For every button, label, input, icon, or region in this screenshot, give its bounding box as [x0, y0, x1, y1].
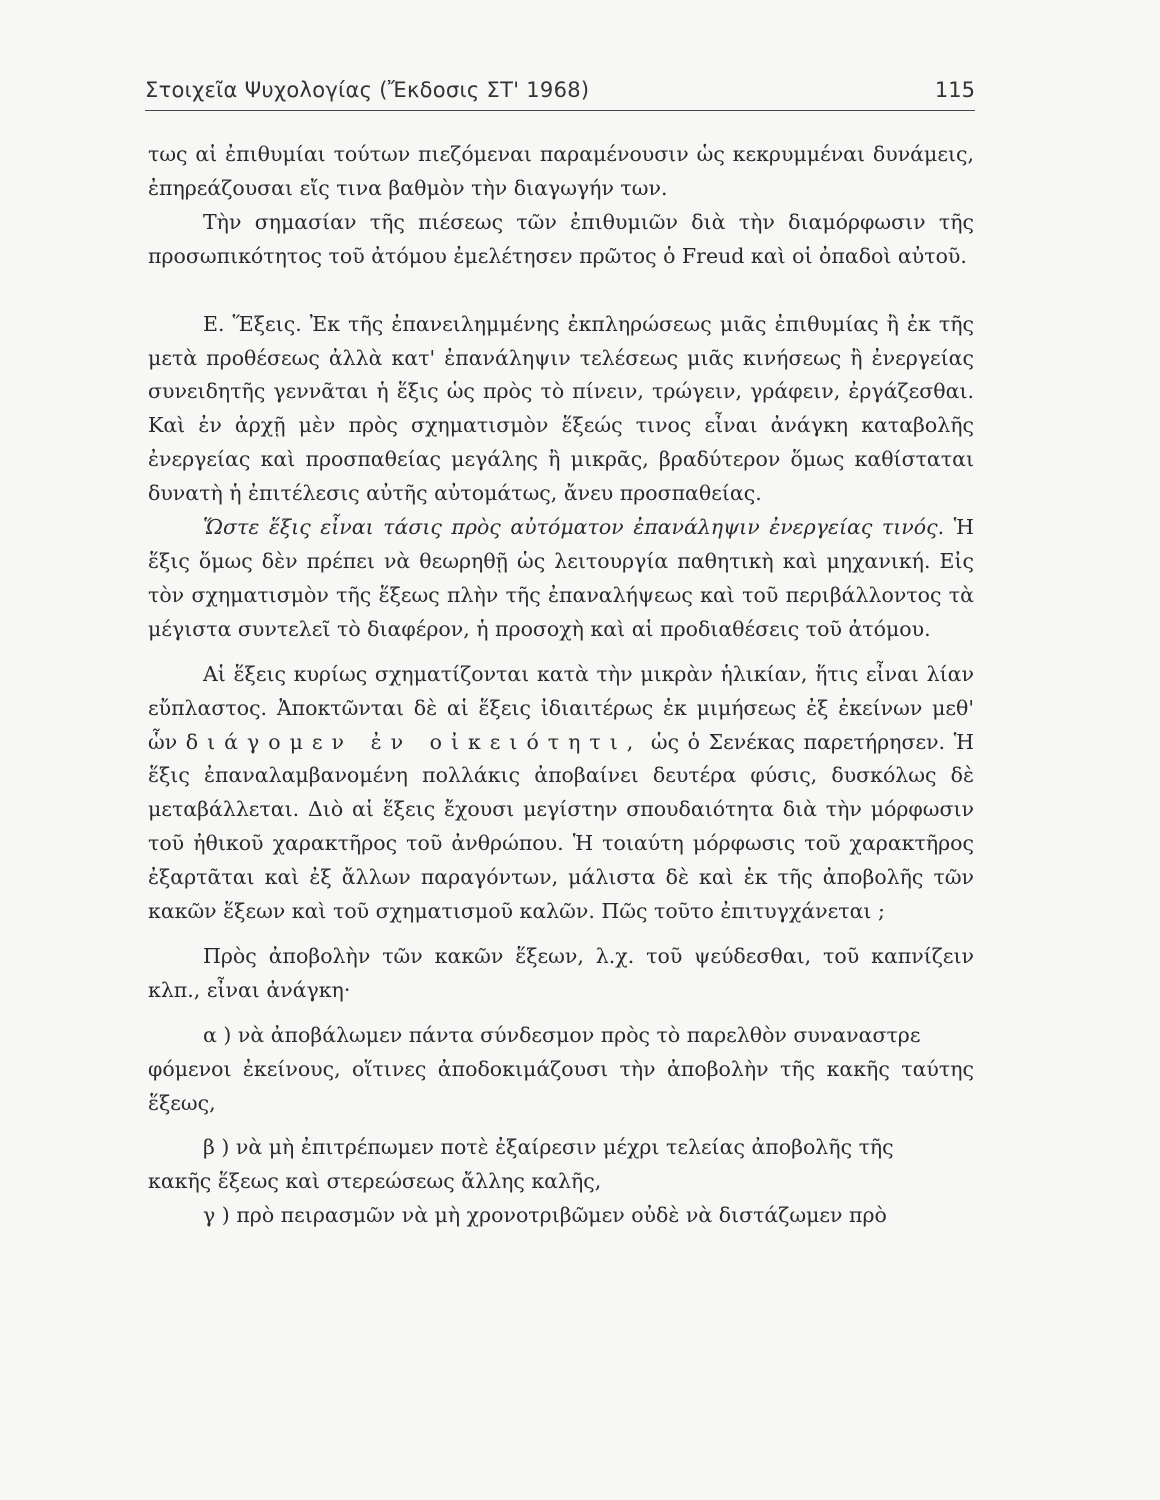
list-item	[148, 1199, 974, 1233]
header-title: Στοιχεῖα Ψυχολογίας (Ἔκδοσις ΣΤ' 1968)	[145, 78, 590, 102]
habit-formation-text-a: Αἱ ἕξεις κυρίως σχηματίζονται κατὰ τὴν μικρὰν ἡλικίαν, ἥτις εἶναι λίαν εὔπλαστος. Ἀποκτῶνται δὲ αἱ ἕξεις ἰδιαιτέρως ἐκ μιμήσεως ἐξ ἐκείνων μεθ' ὧν	[148, 661, 974, 754]
list-marker: γ )	[203, 1203, 230, 1228]
paragraph-spacer	[148, 647, 974, 658]
list-item-text: νὰ μὴ ἐπιτρέπωμεν ποτὲ ἐξαίρεσιν μέχρι τελείας ἀποβολῆς τῆς	[235, 1135, 894, 1160]
list-marker: α )	[203, 1022, 232, 1047]
paragraph-removal-intro: Πρὸς ἀποβολὴν τῶν κακῶν ἕξεων, λ.χ. τοῦ ψεύδεσθαι, τοῦ καπνίζειν κλπ., εἶναι ἀνάγκη·	[148, 943, 974, 1002]
habit-definition-italic: Ὥστε ἕξις εἶναι τάσις πρὸς αὐτόματον ἐπανάληψιν ἐνεργείας τινός.	[203, 515, 945, 540]
section-spacer	[148, 274, 974, 308]
page-number: 115	[934, 78, 975, 102]
paragraph-spacer	[148, 1120, 974, 1131]
paragraph-spacer	[148, 929, 974, 940]
list-item-first-line	[148, 1199, 974, 1233]
list-item-first-line	[148, 1019, 974, 1053]
list-marker: β )	[203, 1135, 230, 1160]
list-item-first-line	[148, 1131, 974, 1165]
list-item-continuation: φόμενοι ἐκείνους, οἵτινες ἀποδοκιμάζουσι τὴν ἀποβολὴν τῆς κακῆς ταύτης ἕξεως,	[148, 1056, 974, 1115]
paragraph-spacer	[148, 1008, 974, 1019]
paragraph-freud: Τὴν σημασίαν τῆς πιέσεως τῶν ἐπιθυμιῶν διὰ τὴν διαμόρφωσιν τῆς προσωπικότητος τοῦ ἀτόμου ἐμελέτησεν πρῶτος ὁ Freud καὶ οἱ ὀπαδοὶ αὐτοῦ.	[148, 209, 974, 268]
list-item	[148, 1019, 974, 1121]
page-body	[148, 138, 974, 1233]
list-item-continuation: κακῆς ἕξεως καὶ στερεώσεως ἄλλης καλῆς,	[148, 1169, 602, 1194]
spaced-emphasis: διάγομεν ἐν οἰκειότητι,	[185, 729, 643, 754]
paragraph-habit-formation	[148, 658, 974, 929]
running-header	[145, 74, 975, 111]
list-item-text: νὰ ἀποβάλωμεν πάντα σύνδεσμον πρὸς τὸ παρελθὸν συναναστρε	[237, 1022, 921, 1047]
habit-summary-text: Ἡ ἕξις ὅμως δὲν πρέπει νὰ θεωρηθῇ ὡς λειτουργία παθητικὴ καὶ μηχανική. Εἰς τὸν σχηματισμὸν τῆς ἕξεως πλὴν τῆς ἐπαναλήψεως καὶ τοῦ περιβάλλοντος τὰ μέγιστα συντελεῖ τὸ διαφέρον, ἡ προσοχὴ καὶ αἱ προδιαθέσεις τοῦ ἀτόμου.	[148, 515, 974, 641]
paragraph-continuation: τως αἱ ἐπιθυμίαι τούτων πιεζόμεναι παραμένουσιν ὡς κεκρυμμέναι δυνάμεις, ἐπηρεάζουσαι εἴς τινα βαθμὸν τὴν διαγωγήν των.	[148, 142, 974, 200]
paragraph-habit-summary	[148, 511, 974, 647]
list-item	[148, 1131, 974, 1199]
habit-formation-text-b: ὡς ὁ Σενέκας παρετήρησεν. Ἡ ἕξις ἐπαναλαμβανομένη πολλάκις ἀποβαίνει δευτέρα φύσις, δυσκόλως δὲ μεταβάλλεται. Διὸ αἱ ἕξεις ἔχουσι μεγίστην σπουδαιότητα διὰ τὴν μόρφωσιν τοῦ ἠθικοῦ χαρακτῆρος τοῦ ἀνθρώπου. Ἡ τοιαύτη μόρφωσις τοῦ χαρακτῆρος ἐξαρτᾶται καὶ ἐξ ἄλλων παραγόντων, μάλιστα δὲ καὶ ἐκ τῆς ἀποβολῆς τῶν κακῶν ἕξεων καὶ τοῦ σχηματισμοῦ καλῶν. Πῶς τοῦτο ἐπιτυγχάνεται ;	[148, 729, 974, 924]
paragraph-habits-definition: Ε. Ἕξεις. Ἐκ τῆς ἐπανειλημμένης ἐκπληρώσεως μιᾶς ἐπιθυμίας ἢ ἐκ τῆς μετὰ προθέσεως ἀλλὰ κατ' ἐπανάληψιν τελέσεως μιᾶς κινήσεως ἢ ἐνεργείας συνειδητῆς γεννᾶται ἡ ἕξις ὡς πρὸς τὸ πίνειν, τρώγειν, γράφειν, ἐργάζεσθαι. Καὶ ἐν ἀρχῇ μὲν πρὸς σχηματισμὸν ἕξεώς τινος εἶναι ἀνάγκη καταβολῆς ἐνεργείας καὶ προσπαθείας μεγάλης ἢ μικρᾶς, βραδύτερον ὅμως καθίσταται δυνατὴ ἡ ἐπιτέλεσις αὐτῆς αὐτομάτως, ἄνευ προσπαθείας.	[148, 311, 974, 506]
list-item-text: πρὸ πειρασμῶν νὰ μὴ χρονοτριβῶμεν οὐδὲ νὰ διστάζωμεν πρὸ	[236, 1203, 887, 1228]
